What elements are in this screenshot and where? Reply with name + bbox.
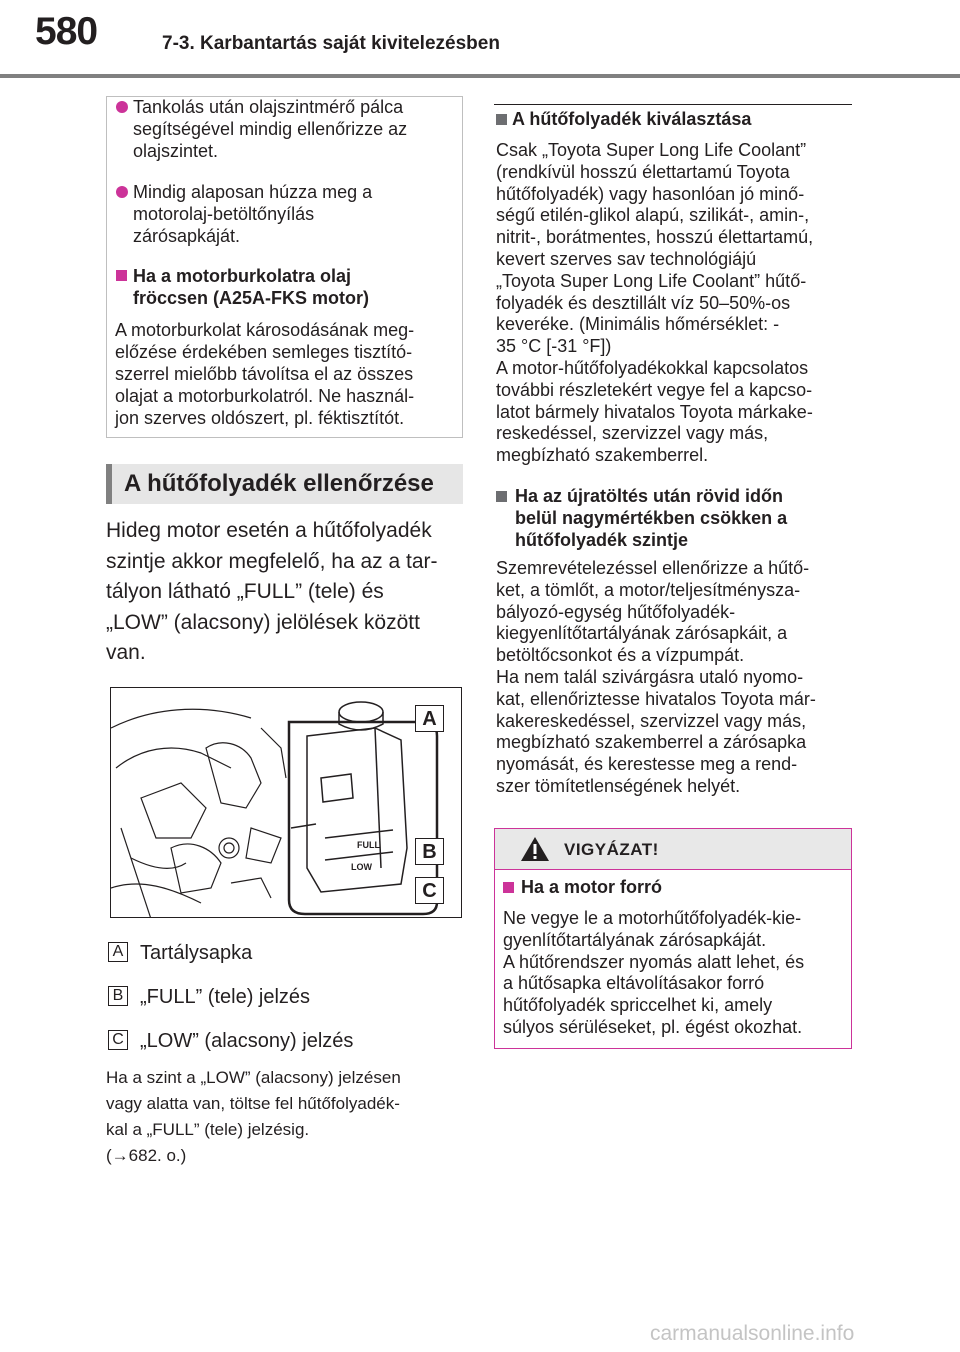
legend-text-a: Tartálysapka	[140, 942, 253, 964]
page-heading: A hűtőfolyadék ellenőrzése	[124, 470, 434, 497]
legend-key-b: B	[108, 986, 128, 1006]
note-bullet-1: Tankolás után olajszintmérő pálca segítségével mindig ellenőrizze az olajszintet.	[133, 97, 408, 161]
callout-a: A	[415, 705, 444, 732]
warning-text: Ne vegye le a motorhűtőfolyadék-kie- gyenlítőtartályának zárósapkáját. A hűtőrendszer nyomás alatt lehet, és a hűtősapka eltávolításakor forró hűtőfolyadék spriccelhet ki, amely súlyos sérüléseket, pl. égést okozhat.	[503, 908, 805, 1037]
engine-bay-drawing	[111, 688, 462, 918]
heading-band-bar	[106, 464, 112, 504]
coolant-selection-text: Csak „Toyota Super Long Life Coolant” (rendkívül hosszú élettartamú Toyota hűtőfolyadék) vagy hasonlóan jó minő- ségű etilén-glikol alapú, szilikát-, amin-, nitrit-, borátmentes, hosszú élettartamú, kevert szerves sav technológiájú „Toyota Super Long Life Coolant” hűtő- folyadék és desztillált víz 50–50%-os keveréke. (Minimális hőmérséklet: - 35 °C [-31 °F]) A motor-hűtőfolyadékokkal kapcsolatos további részletekért vegye fel a kapcso- latot bármely hivatalos Toyota márkake- reskedéssel, szervizzel vagy más, megbízható szakemberrel.	[496, 140, 814, 466]
refill-drop-title: Ha az újratöltés után rövid időn belül nagymértékben csökken a hűtőfolyadék szintje	[515, 486, 788, 550]
legend-text-b: „FULL” (tele) jelzés	[140, 986, 311, 1008]
section-square-icon	[496, 491, 507, 502]
warning-square-icon	[503, 882, 514, 893]
warning-triangle-icon	[519, 835, 551, 863]
note-sub-heading: Ha a motorburkolatra olaj fröccsen (A25A-FKS motor)	[133, 266, 370, 308]
right-column-rule	[494, 104, 852, 105]
subheading-square-icon	[116, 270, 127, 281]
refill-note: Ha a szint a „LOW” (alacsony) jelzésen vagy alatta van, töltse fel hűtőfolyadék- kal a „FULL” (tele) jelzésig. (→682. o.)	[106, 1068, 401, 1165]
watermark: carmanualsonline.info	[650, 1322, 855, 1345]
bullet-dot-icon	[116, 101, 128, 113]
intro-paragraph: Hideg motor esetén a hűtőfolyadék szintje akkor megfelelő, ha az a tar- tályon látható „FULL” (tele) és „LOW” (alacsony) jelölések között van.	[106, 519, 438, 664]
low-mark-label: LOW	[351, 862, 372, 872]
coolant-selection-title: A hűtőfolyadék kiválasztása	[512, 109, 752, 129]
section-title: 7-3. Karbantartás saját kivitelezésben	[162, 33, 500, 54]
coolant-reservoir-illustration	[110, 687, 462, 918]
callout-b: B	[415, 838, 444, 865]
warning-sub-title: Ha a motor forró	[521, 877, 663, 897]
section-square-icon	[496, 114, 507, 125]
callout-c: C	[415, 877, 444, 904]
legend-key-c: C	[108, 1030, 128, 1050]
legend-text-c: „LOW” (alacsony) jelzés	[140, 1030, 354, 1052]
note-bullet-2: Mindig alaposan húzza meg a motorolaj-betöltőnyílás zárósapkáját.	[133, 182, 373, 246]
bullet-dot-icon	[116, 186, 128, 198]
refill-drop-text: Szemrevételezéssel ellenőrizze a hűtő- ket, a tömlőt, a motor/teljesítménysza- bályozó-egység hűtőfolyadék- kiegyenlítőtartályának zárósapkáit, a betöltőcsonkot és a vízpumpát. Ha nem talál szivárgásra utaló nyomo- kat, ellenőriztesse hivatalos Toyota már- kakereskedéssel, szervizzel vagy más, megbízható szakemberrel a zárósapka nyomását, és kerestesse meg a rend- szer tömítetlenségének helyét.	[496, 558, 816, 796]
full-mark-label: FULL	[357, 840, 380, 850]
note-sub-text: A motorburkolat károsodásának meg- előzése érdekében semleges tisztító- szerrel mielőbb távolítsa el az összes olajat a motorburkolatról. Ne használ- jon szerves oldószert, pl. féktisztítót.	[115, 320, 415, 428]
legend-key-a: A	[108, 942, 128, 962]
header-divider	[0, 74, 960, 78]
page-number: 580	[35, 10, 98, 53]
warning-title: VIGYÁZAT!	[564, 840, 659, 859]
